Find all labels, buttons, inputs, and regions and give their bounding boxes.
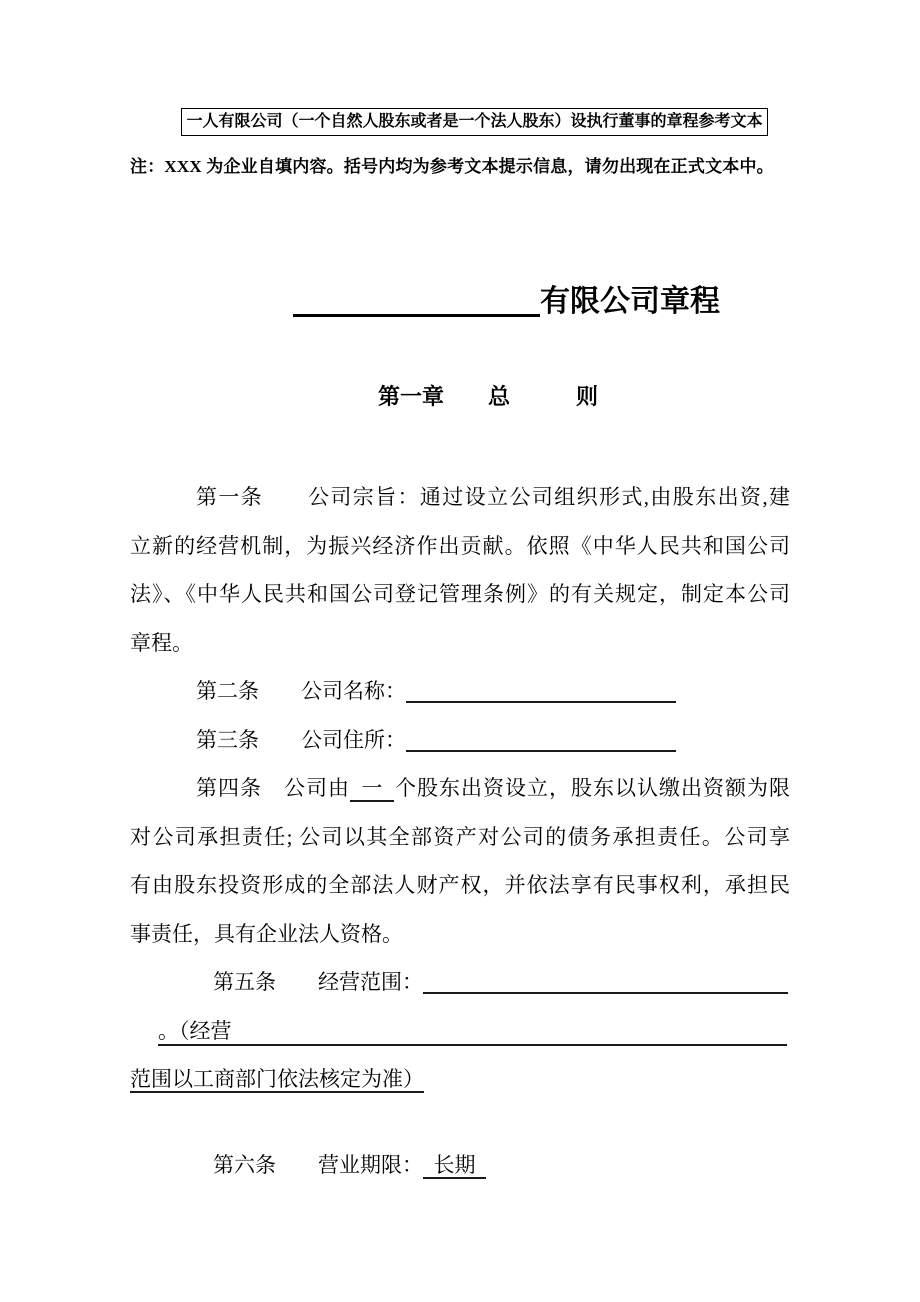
shareholder-count-value: 一 [350,776,394,800]
article-1-line-1: 第一条 公司宗旨：通过设立公司组织形式,由股东出资,建 [196,485,790,509]
article-6-label: 第六条 营业期限： [213,1152,423,1177]
article-4-line-1-post: 个股东出资设立，股东以认缴出资额为限 [394,776,790,800]
article-4-line-4: 事责任，具有企业法人资格。 [130,921,403,946]
article-4 [130,764,790,958]
article-5-label: 第五条 经营范围： [213,970,423,994]
instruction-note: 注：XXX 为企业自填内容。括号内均为参考文本提示信息，请勿出现在正式文本中。 [130,157,774,176]
document-body [130,473,790,1189]
article-5-line-1 [130,958,790,1007]
header-title-box [181,108,768,136]
article-4-line-3: 有由股东投资形成的全部法人财产权，并依法享有民事权利，承担民 [130,873,790,897]
business-scope-blank-2[interactable] [158,1018,787,1046]
article-5-line-2 [130,1007,790,1056]
article-6 [130,1141,790,1190]
chapter-1-heading: 第一章 总 则 [378,384,599,409]
article-1 [130,473,790,667]
article-3 [130,716,790,765]
article-1-line-4: 章程。 [130,630,193,655]
article-4-line-1-pre: 第四条 公司由 [196,776,350,800]
business-scope-blank-1[interactable] [423,972,788,994]
article-2-label: 第二条 公司名称： [196,679,406,703]
company-name-title-blank[interactable] [293,292,540,317]
business-term-value: 长期 [423,1152,486,1177]
article-4-line-2: 对公司承担责任; 公司以其全部资产对公司的债务承担责任。公司享 [130,824,790,849]
header-title-text: 一人有限公司（一个自然人股东或者是一个法人股东）设执行董事的章程参考文本 [186,113,763,130]
article-2 [130,667,790,716]
company-address-blank[interactable] [406,730,676,752]
document-title-suffix: 有限公司章程 [540,285,720,318]
document-title [293,282,720,322]
article-4-line-1 [130,764,790,813]
article-5 [130,958,790,1104]
article-1-line-2: 立新的经营机制，为振兴经济作出贡献。依照《中华人民共和国公司 [130,533,790,558]
article-1-line-3: 法》、《中华人民共和国公司登记管理条例》的有关规定，制定本公司 [130,582,790,606]
article-5-line-3-text: 范围以工商部门依法核定为准） [130,1067,424,1091]
article-5-line-2-text: 。（经营 [158,1018,232,1043]
company-name-blank[interactable] [406,681,676,703]
article-5-line-3 [130,1055,790,1104]
article-3-label: 第三条 公司住所： [196,727,406,752]
